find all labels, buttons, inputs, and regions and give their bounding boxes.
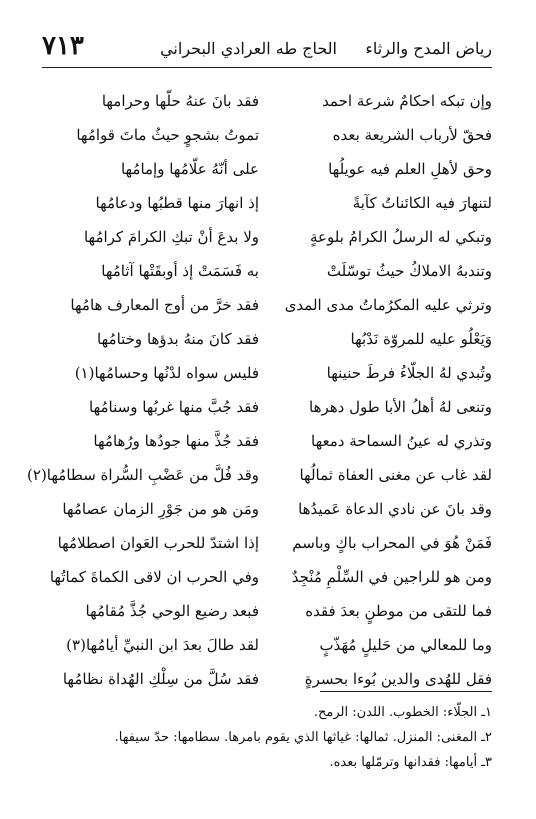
verse-second-hemistich: فبعد رضيع الوحي جُذَّ مُقامُها	[85, 602, 259, 620]
page-number: ٧١٣	[42, 31, 84, 61]
verse-line	[42, 186, 492, 220]
verse-line	[42, 628, 492, 662]
verse-line	[42, 152, 492, 186]
verse-line	[42, 594, 492, 628]
page-header	[42, 33, 492, 68]
verse-second-hemistich: فقد سُلَّ من سِلْكِ الهُداة نظامُها	[62, 670, 259, 688]
verse-line	[42, 322, 492, 356]
verse-second-hemistich: وقد فُلَّ من عَضْبِ السُّراة سطامُها(٢)	[27, 466, 259, 484]
verse-line	[42, 356, 492, 390]
verse-second-hemistich: إذ انهارَ منها قطبُها ودعامُها	[95, 194, 259, 212]
book-title: رياض المدح والرثاء	[365, 39, 492, 58]
verse-first-hemistich: وقد بانَ عن نادي الدعاة عَميدُها	[298, 500, 492, 518]
footnote-divider	[320, 691, 492, 692]
verse-first-hemistich: وتبكي له الرسلُ الكرامُ بلوعةٍ	[310, 228, 492, 246]
verse-line	[42, 84, 492, 118]
footnotes	[42, 700, 492, 775]
verse-second-hemistich: لقد طالَ بعدَ ابن النبيِّ أيامُها(٣)	[66, 636, 259, 654]
verse-second-hemistich: فقد بانَ عنهُ حلّها وحرامها	[101, 92, 259, 110]
verse-first-hemistich: فقل للهُدى والدين بُوءا بحسرةٍ	[304, 670, 492, 688]
verse-line	[42, 390, 492, 424]
verse-second-hemistich: إذا اشتدّ للحرب العَوان اصطلامُها	[57, 534, 259, 552]
verse-first-hemistich: وتندبهُ الاملاكُ حيثُ توسّلَتْ	[326, 262, 492, 280]
verse-second-hemistich: فقد جُذَّ منها جودُها ورُهامُها	[93, 432, 259, 450]
verse-first-hemistich: لتنهارَ فيه الكائناتُ كآبةً	[352, 194, 492, 212]
verse-line	[42, 220, 492, 254]
footnote: ٣ـ أيامها: فقدانها وترمّلها بعده.	[329, 755, 492, 770]
footnote: ١ـ الجلّاء: الخطوب. اللدن: الرمح.	[313, 705, 492, 720]
verse-second-hemistich: على أنّهُ علّامُها وإمامُها	[120, 160, 259, 178]
verse-second-hemistich: فليس سواه لدْنُها وحسامُها(١)	[74, 364, 259, 382]
verse-second-hemistich: فقد كانَ منهُ بدؤها وختامُها	[97, 330, 259, 348]
verse-first-hemistich: وتنعى لهُ أهلُ الأبا طول دهرها	[309, 398, 492, 416]
verse-first-hemistich: وإن تبكه احكامٌ شرعة احمد	[322, 92, 492, 110]
verse-line	[42, 560, 492, 594]
verse-first-hemistich: ومن هو للراجين في السِّلْمِ مُنْجِدٌ	[291, 568, 492, 586]
author-name: الحاج طه العرادي البحراني	[160, 39, 337, 58]
verse-first-hemistich: لقد غاب عن مغنى العفاة ثمالُها	[299, 466, 492, 484]
verse-first-hemistich: فحقّ لأرباب الشريعة بعده	[332, 126, 492, 144]
verse-line	[27, 458, 492, 492]
verse-second-hemistich: وفي الحرب ان لاقى الكماةَ كماتُها	[49, 568, 259, 586]
verse-first-hemistich: وَيَعْلُو عليه للمروّة نَدْبُها	[350, 330, 492, 348]
verse-second-hemistich: فقد خرَّ من أوج المعارف هامُها	[70, 296, 259, 314]
verse-first-hemistich: وتُبدي لهُ الجلّاءُ فرطَ حنينها	[326, 364, 492, 382]
verse-first-hemistich: وحق لأهلِ العلم فيه عويلُها	[328, 160, 492, 178]
verse-first-hemistich: فما للتقى من موطنٍ بعدَ فقده	[305, 602, 492, 620]
verse-second-hemistich: ولا بدعَ أنْ تبكِ الكرامَ كرامُها	[83, 228, 259, 246]
verse-line	[42, 254, 492, 288]
verse-second-hemistich: فقد جُبَّ منها غربُها وسنامُها	[89, 398, 259, 416]
verse-line	[42, 492, 492, 526]
verse-first-hemistich: وما للمعالي من حَليلٍ مُهَذّبٍ	[319, 636, 492, 654]
verse-second-hemistich: به فَسَمَتْ إذ أوبقَتْها آثامُها	[101, 262, 259, 280]
verse-first-hemistich: وترثي عليه المكرُماتُ مدى المدى	[284, 296, 492, 314]
verse-line	[42, 288, 492, 322]
verse-first-hemistich: وتذري له عينُ السماحة دمعها	[311, 432, 492, 450]
verse-line	[42, 424, 492, 458]
footnote: ٢ـ المغنى: المنزل. ثمالها: غياثها الذي يقوم بامرها. سطامها: حدّ سيفها.	[114, 730, 492, 745]
poem-body	[27, 84, 492, 696]
verse-line	[42, 118, 492, 152]
verse-line	[42, 526, 492, 560]
verse-second-hemistich: ومَن هو من جَوْرِ الزمان عصامُها	[62, 500, 259, 518]
verse-first-hemistich: فَمَنْ هُوَ في المحراب باكٍ وباسم	[292, 534, 492, 552]
verse-second-hemistich: تموتُ بشجوٍ حيثُ ماتَ قوامُها	[76, 126, 259, 144]
